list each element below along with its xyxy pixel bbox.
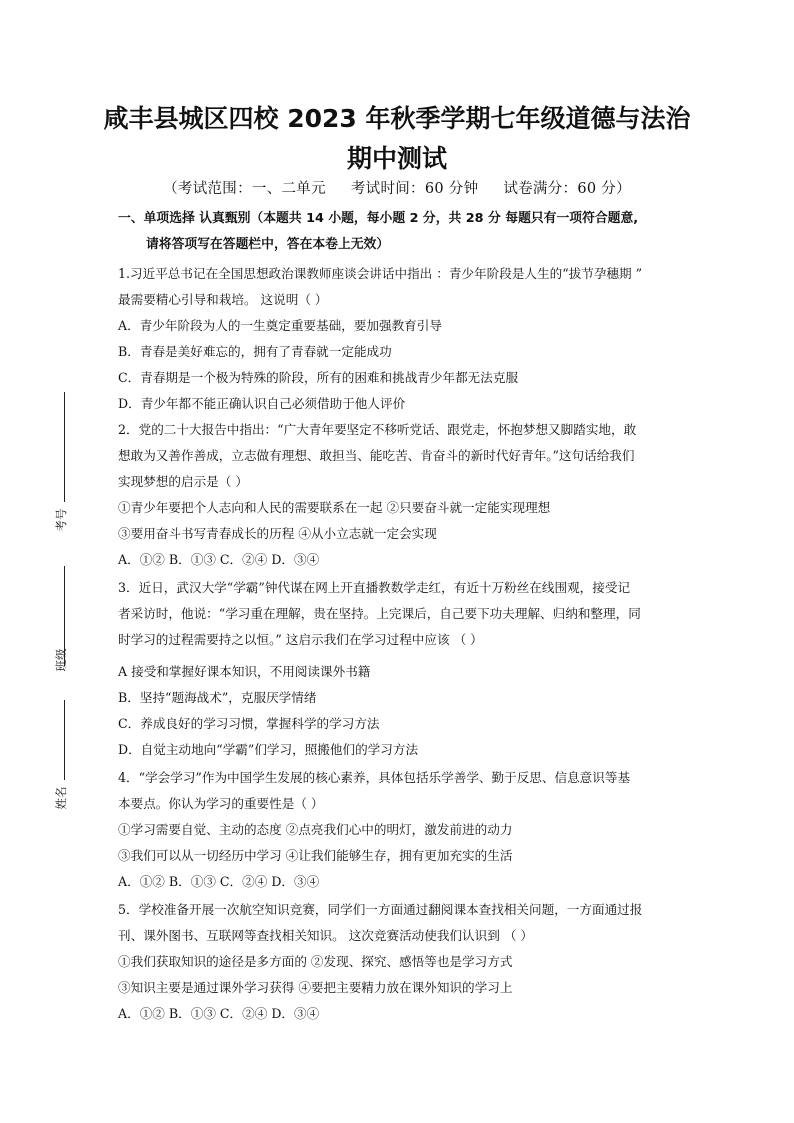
exam-time: 考试时间：60 分钟 bbox=[350, 181, 479, 197]
option-line: D．自觉主动地向“学霸”们学习，照搬他们的学习方法 bbox=[118, 742, 419, 757]
name-blank bbox=[64, 700, 65, 780]
section-heading-line-1: 一、单项选择 认真甄别（本题共 14 小题，每小题 2 分，共 28 分 每题只有一项符合题意, bbox=[118, 211, 639, 226]
option-line: A．青少年阶段为人的一生奠定重要基础，要加强教育引导 bbox=[118, 318, 442, 333]
exam-no-label: 考号 bbox=[54, 508, 68, 532]
question-line: 者采访时，他说：“学习重在理解，贵在坚持。上完课后，自己要下功夫理解、归纳和整理，同 bbox=[118, 606, 641, 621]
statement-line: ①我们获取知识的途径是多方面的 ②发现、探究、感悟等也是学习方式 bbox=[118, 954, 513, 969]
answer-options: A．①② B．①③ C．②④ D．③④ bbox=[118, 552, 320, 567]
question-line: 5．学校准备开展一次航空知识竞赛，同学们一方面通过翻阅课本查找相关问题，一方面通过报 bbox=[118, 902, 643, 917]
answer-options: A．①② B．①③ C．②④ D．③④ bbox=[118, 874, 320, 889]
exam-score: 试卷满分：60 分） bbox=[503, 181, 631, 197]
exam-no-blank bbox=[64, 392, 65, 502]
option-line: C．青春期是一个极为特殊的阶段，所有的困难和挑战青少年都无法克服 bbox=[118, 370, 519, 385]
exam-title-line-2: 期中测试 bbox=[346, 144, 447, 173]
statement-line: ③知识主要是通过课外学习获得 ④要把主要精力放在课外知识的学习上 bbox=[118, 980, 513, 995]
question-line: 想敢为又善作善成，立志做有理想、敢担当、能吃苦、肯奋斗的新时代好青年。”这句话给我们 bbox=[118, 448, 635, 463]
class-label: 班级 bbox=[54, 648, 68, 672]
statement-line: ③我们可以从一切经历中学习 ④让我们能够生存，拥有更加充实的生活 bbox=[118, 848, 513, 863]
option-line: D．青少年都不能正确认识自己必须借助于他人评价 bbox=[118, 396, 406, 411]
question-line: 3．近日，武汉大学“学霸”钟代谋在网上开直播教数学走红，有近十万粉丝在线围观，接受记 bbox=[118, 580, 631, 595]
question-line: 实现梦想的启示是（ ） bbox=[118, 474, 248, 489]
section-heading-line-2: 请将答项写在答题栏中，答在本卷上无效） bbox=[146, 237, 390, 252]
statement-line: ③要用奋斗书写青春成长的历程 ④从小立志就一定会实现 bbox=[118, 526, 437, 541]
option-line: C．养成良好的学习习惯，掌握科学的学习方法 bbox=[118, 716, 380, 731]
option-line: A 接受和掌握好课本知识，不用阅读课外书籍 bbox=[118, 664, 371, 679]
question-line: 1.习近平总书记在全国思想政治课教师座谈会讲话中指出 ：青少年阶段是人生的“拔节孕穗期 ” bbox=[118, 266, 643, 281]
question-line: 最需要精心引导和栽培。 这说明（ ） bbox=[118, 292, 328, 307]
question-line: 4．“学会学习”作为中国学生发展的核心素养，具体包括乐学善学、勤于反思、信息意识等基 bbox=[118, 770, 631, 785]
question-line: 本要点。你认为学习的重要性是（ ） bbox=[118, 796, 324, 811]
statement-line: ①学习需要自觉、主动的态度 ②点亮我们心中的明灯，激发前进的动力 bbox=[118, 822, 513, 837]
answer-options: A．①② B．①③ C．②④ D．③④ bbox=[118, 1006, 320, 1021]
question-line: 时学习的过程需要持之以恒。” 这启示我们在学习过程中应该 （ ） bbox=[118, 632, 483, 647]
exam-info bbox=[100, 177, 694, 198]
name-label: 姓名 bbox=[54, 786, 68, 810]
exam-scope: （考试范围：一、二单元 bbox=[163, 181, 326, 197]
question-line: 刊、课外图书、互联网等查找相关知识。 这次竞赛活动使我们认识到 （ ） bbox=[118, 928, 534, 943]
option-line: B．坚持“题海战术”，克服厌学情绪 bbox=[118, 690, 317, 705]
statement-line: ①青少年要把个人志向和人民的需要联系在一起 ②只要奋斗就一定能实现理想 bbox=[118, 500, 551, 515]
option-line: B．青春是美好难忘的，拥有了青春就一定能成功 bbox=[118, 344, 392, 359]
question-line: 2．党的二十大报告中指出：“广大青年要坚定不移听党话、跟党走，怀抱梦想又脚踏实地，敢 bbox=[118, 422, 637, 437]
exam-title-line-1: 咸丰县城区四校 2023 年秋季学期七年级道德与法治 bbox=[103, 104, 691, 133]
